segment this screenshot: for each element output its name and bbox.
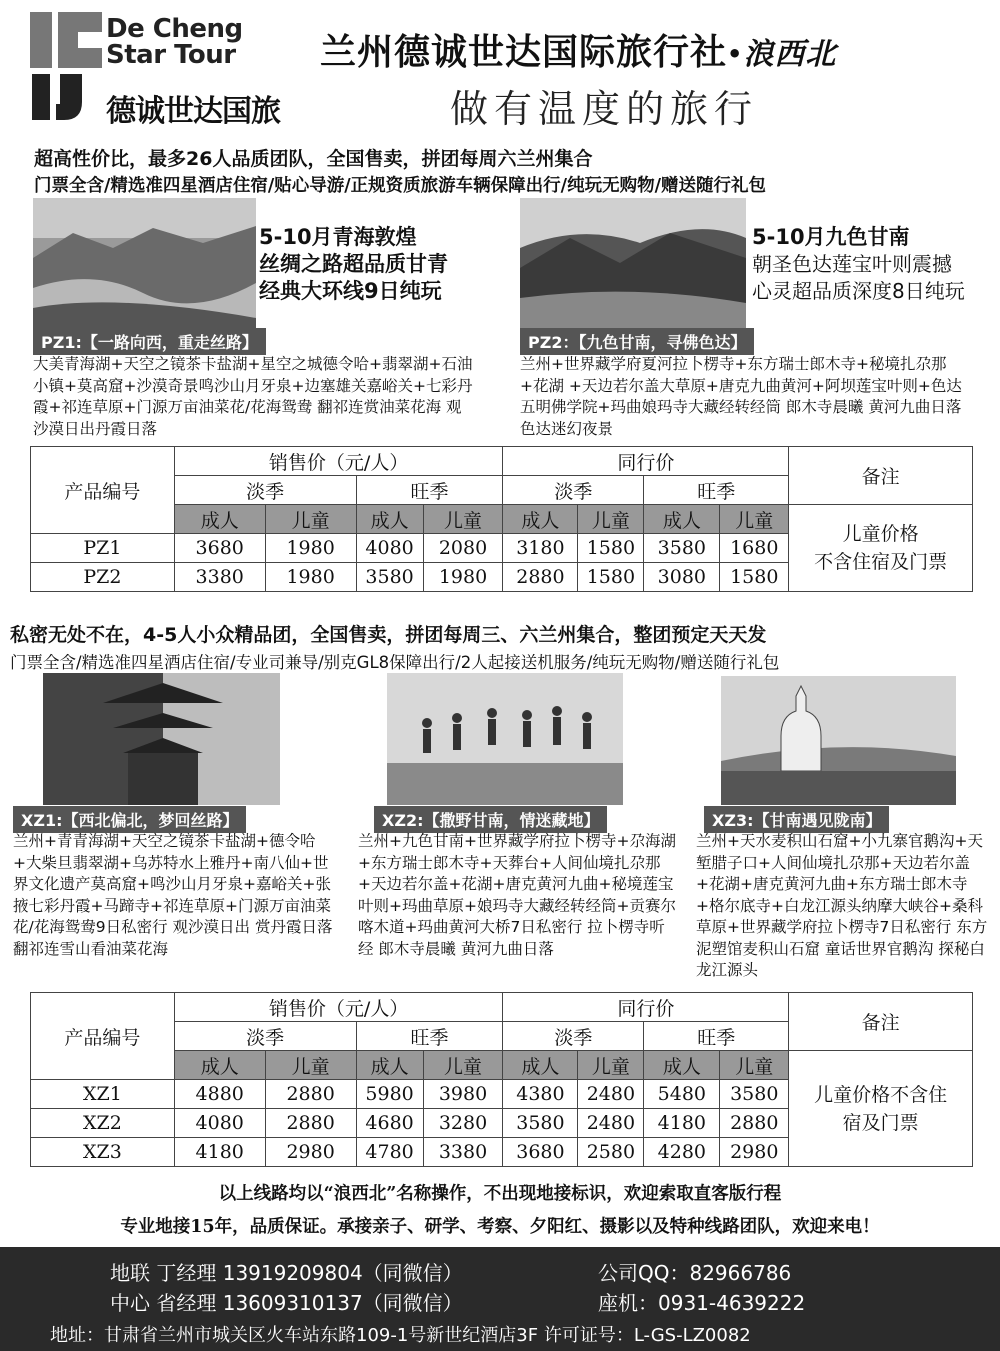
price-cell: 4380 (503, 1080, 578, 1109)
route-photo-pz2 (520, 198, 746, 330)
type-child: 儿童 (578, 505, 644, 534)
col-code-header: 产品编号 (31, 447, 175, 534)
route-title-line: 朝圣色达莲宝叶则震撼 (752, 252, 952, 276)
product-code: XZ3 (31, 1138, 175, 1167)
contact-sheng: 中心 省经理 13609310137（同微信） (110, 1291, 463, 1315)
type-child: 儿童 (265, 505, 356, 534)
company-dot: • (727, 40, 744, 68)
company-name (320, 24, 836, 75)
brand-name: 浪西北 (743, 37, 837, 72)
route-photo-pz1 (33, 198, 256, 330)
route-title-line: 丝绸之路超品质甘青 (259, 252, 448, 276)
section1-features: 门票全含/精选准四星酒店住宿/贴心导游/正规资质旅游车辆保障出行/纯玩无购物/赠送随行礼包 (34, 176, 766, 196)
route-tag-xz3: XZ3:【甘南遇见陇南】 (704, 806, 889, 833)
route-photo-xz1 (43, 673, 280, 805)
note-line: 儿童价格不含住 (814, 1083, 948, 1106)
price-cell: 3280 (423, 1109, 503, 1138)
service-note: 专业地接15年，品质保证。承接亲子、研学、考察、夕阳红、摄影以及特种线路团队，欢迎来电！ (120, 1217, 880, 1237)
price-cell: 4180 (174, 1138, 265, 1167)
col-sale-header: 销售价（元/人） (174, 993, 503, 1022)
season-high: 旺季 (356, 1022, 503, 1051)
product-code: XZ2 (31, 1109, 175, 1138)
route-tag-xz1: XZ1:【西北偏北，梦回丝路】 (13, 806, 246, 833)
price-cell: 3580 (503, 1109, 578, 1138)
price-cell: 3580 (644, 534, 720, 563)
price-cell: 2080 (423, 534, 503, 563)
col-code-header: 产品编号 (31, 993, 175, 1080)
price-cell: 3580 (356, 563, 423, 592)
price-cell: 2580 (578, 1138, 644, 1167)
type-child: 儿童 (578, 1051, 644, 1080)
header (0, 0, 1000, 140)
season-low: 淡季 (174, 476, 356, 505)
type-adult: 成人 (503, 1051, 578, 1080)
price-cell: 2880 (265, 1109, 356, 1138)
route-title-line: 经典大环线9日纯玩 (259, 279, 442, 303)
price-cell: 2880 (265, 1080, 356, 1109)
jumping-people-photo-icon (387, 673, 623, 805)
route-desc-xz3: 兰州+天水麦积山石窟+小九寨官鹅沟+天堑腊子口+人间仙境扎尕那+天边若尔盖+花湖+唐克黄河九曲+东方瑞士郎木寺+格尔底寺+白龙江源头纳摩大峡谷+桑科草原+世界藏学府拉卜楞寺7日私密行 东方泥塑馆麦积山石窟 童话世界官鹅沟 探秘白龙江源头 (696, 832, 988, 979)
logo-en-line2: Star Tour (106, 40, 236, 70)
type-child: 儿童 (720, 1051, 789, 1080)
logo-en-line1: De Cheng (106, 14, 243, 44)
product-code: XZ1 (31, 1080, 175, 1109)
price-table-xz (30, 992, 973, 1167)
type-adult: 成人 (356, 505, 423, 534)
price-cell: 2880 (503, 563, 578, 592)
price-cell: 1680 (720, 534, 789, 563)
temple-photo-icon (43, 673, 280, 805)
price-cell: 3180 (503, 534, 578, 563)
stupa-photo-icon (721, 676, 956, 805)
route-title-pz1 (259, 224, 448, 305)
season-high: 旺季 (644, 476, 789, 505)
price-cell: 3080 (644, 563, 720, 592)
type-child: 儿童 (265, 1051, 356, 1080)
type-child: 儿童 (720, 505, 789, 534)
season-low: 淡季 (174, 1022, 356, 1051)
section2-features: 门票全含/精选准四星酒店住宿/专业司兼导/别克GL8保障出行/2人起接送机服务/纯玩无购物/赠送随行礼包 (10, 653, 780, 672)
price-cell: 2880 (720, 1109, 789, 1138)
route-title-line: 心灵超品质深度8日纯玩 (752, 279, 965, 303)
company-qq: 公司QQ：82966786 (598, 1261, 792, 1285)
type-adult: 成人 (644, 505, 720, 534)
price-cell: 3380 (174, 563, 265, 592)
col-peer-header: 同行价 (503, 993, 789, 1022)
price-cell: 5480 (644, 1080, 720, 1109)
type-child: 儿童 (423, 505, 503, 534)
section1-headline: 超高性价比，最多26人品质团队，全国售卖，拼团每周六兰州集合 (34, 148, 593, 170)
route-desc-xz1: 兰州+青青海湖+天空之镜茶卡盐湖+德令哈+大柴旦翡翠湖+乌苏特水上雅丹+南八仙+世界文化遗产莫高窟+鸣沙山月牙泉+嘉峪关+张掖七彩丹霞+马蹄寺+祁连草原+门源万亩油菜花/花海鸳鸯9日私密行 观沙漠日出 赏丹霞日落 翻祁连雪山看油菜花海 (13, 832, 333, 958)
route-desc-pz1: 大美青海湖+天空之镜茶卡盐湖+星空之城德令哈+翡翠湖+石油小镇+莫高窟+沙漠奇景鸣沙山月牙泉+边塞雄关嘉峪关+七彩丹霞+祁连草原+门源万亩油菜花/花海鸳鸯 翻祁连赏油菜花海 观沙漠日出丹霞日落 (33, 355, 473, 438)
type-adult: 成人 (356, 1051, 423, 1080)
logo-chinese: 德诚世达国旅 (106, 94, 280, 129)
product-code: PZ1 (31, 534, 175, 563)
price-cell: 5980 (356, 1080, 423, 1109)
note-line: 宿及门票 (842, 1111, 919, 1134)
logo-english (106, 16, 243, 68)
route-title-line: 5-10月九色甘南 (752, 225, 910, 249)
contact-ding: 地联 丁经理 13919209804（同微信） (110, 1261, 463, 1285)
price-cell: 3980 (423, 1080, 503, 1109)
type-adult: 成人 (503, 505, 578, 534)
price-cell: 2480 (578, 1109, 644, 1138)
product-code: PZ2 (31, 563, 175, 592)
price-cell: 4780 (356, 1138, 423, 1167)
note-line: 不含住宿及门票 (814, 551, 948, 573)
price-cell: 2480 (578, 1080, 644, 1109)
route-title-line: 5-10月青海敦煌 (259, 225, 417, 249)
price-cell: 4880 (174, 1080, 265, 1109)
mountain-photo-icon (520, 198, 746, 330)
note-line: 儿童价格 (842, 523, 919, 545)
price-cell: 4080 (356, 534, 423, 563)
route-title-pz2 (752, 224, 965, 305)
type-child: 儿童 (423, 1051, 503, 1080)
route-tag-pz2: PZ2：【九色甘南，寻佛色达】 (520, 328, 754, 355)
price-table-pz (30, 446, 973, 592)
price-cell: 3680 (503, 1138, 578, 1167)
mountain-photo-icon (33, 198, 256, 330)
note-cell (789, 1051, 973, 1167)
price-cell: 4080 (174, 1109, 265, 1138)
price-cell: 1980 (423, 563, 503, 592)
operation-note: 以上线路均以“浪西北”名称操作，不出现地接标识，欢迎索取直客版行程 (218, 1184, 782, 1204)
note-cell (789, 505, 973, 592)
col-note-header: 备注 (789, 993, 973, 1051)
price-cell: 3680 (174, 534, 265, 563)
season-low: 淡季 (503, 476, 644, 505)
price-cell: 1980 (265, 534, 356, 563)
route-desc-xz2: 兰州+九色甘南+世界藏学府拉卜楞寺+尕海湖+东方瑞士郎木寺+天葬台+人间仙境扎尕那+天边若尔盖+花湖+唐克黄河九曲+秘境莲宝叶则+玛曲草原+娘玛寺大藏经转经筒+贡赛尔喀木道+玛曲黄河大桥7日私密行 拉卜楞寺听经 郎木寺晨曦 黄河九曲日落 (358, 832, 676, 958)
route-tag-xz2: XZ2:【撒野甘南，情迷藏地】 (374, 806, 607, 833)
company-logo-icon (30, 12, 102, 120)
price-cell: 1580 (720, 563, 789, 592)
company-name-text: 兰州德诚世达国际旅行社 (320, 32, 728, 73)
season-high: 旺季 (644, 1022, 789, 1051)
landline: 座机：0931-4639222 (598, 1291, 806, 1315)
price-cell: 4680 (356, 1109, 423, 1138)
price-cell: 3580 (720, 1080, 789, 1109)
price-cell: 2980 (265, 1138, 356, 1167)
col-sale-header: 销售价（元/人） (174, 447, 503, 476)
slogan: 做有温度的旅行 (450, 87, 759, 131)
route-tag-pz1: PZ1:【一路向西，重走丝路】 (33, 328, 266, 355)
season-low: 淡季 (503, 1022, 644, 1051)
route-photo-xz2 (387, 673, 623, 805)
price-cell: 4280 (644, 1138, 720, 1167)
price-cell: 4180 (644, 1109, 720, 1138)
price-cell: 1580 (578, 534, 644, 563)
col-note-header: 备注 (789, 447, 973, 505)
price-cell: 2980 (720, 1138, 789, 1167)
route-photo-xz3 (721, 676, 956, 805)
season-high: 旺季 (356, 476, 503, 505)
price-cell: 1980 (265, 563, 356, 592)
type-adult: 成人 (174, 1051, 265, 1080)
type-adult: 成人 (174, 505, 265, 534)
footer-contact (0, 1247, 1000, 1351)
route-desc-pz2: 兰州+世界藏学府夏河拉卜楞寺+东方瑞士郎木寺+秘境扎尕那+花湖 +天边若尔盖大草原+唐克九曲黄河+阿坝莲宝叶则+色达五明佛学院+玛曲娘玛寺大藏经转经筒 郎木寺晨曦 黄河九曲日落 色达迷幻夜景 (520, 355, 962, 438)
section2-headline: 私密无处不在，4-5人小众精品团，全国售卖，拼团每周三、六兰州集合，整团预定天天发 (10, 624, 767, 646)
price-cell: 1580 (578, 563, 644, 592)
type-adult: 成人 (644, 1051, 720, 1080)
price-cell: 3380 (423, 1138, 503, 1167)
address-license: 地址：甘肃省兰州市城关区火车站东路109-1号新世纪酒店3F 许可证号：L-GS-LZ0082 (50, 1325, 751, 1346)
col-peer-header: 同行价 (503, 447, 789, 476)
